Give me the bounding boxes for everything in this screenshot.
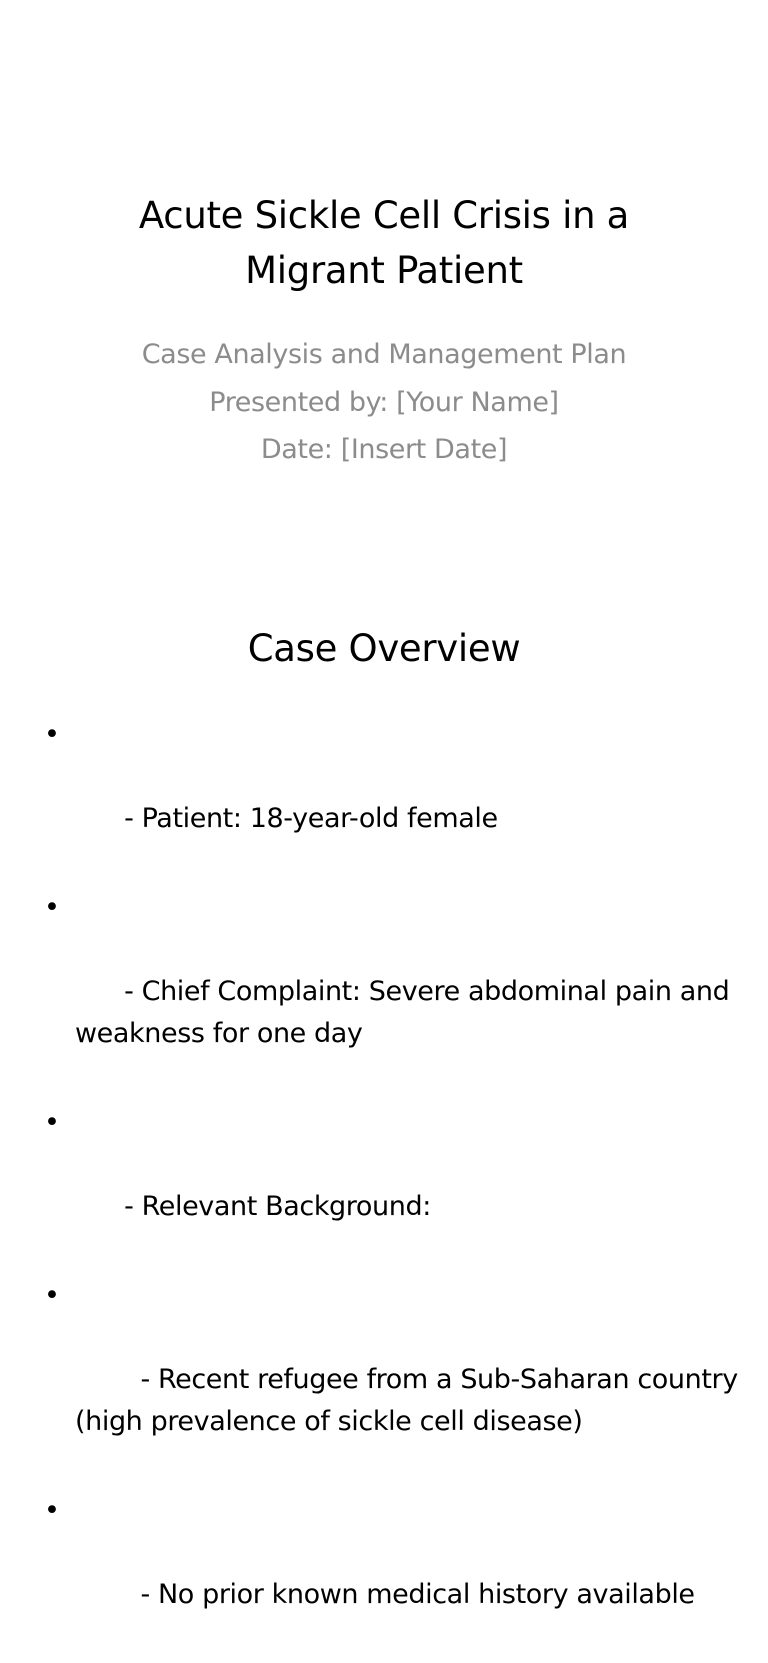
bullet-marker: •	[44, 1495, 60, 1526]
list-item	[0, 714, 740, 882]
bullet-marker: •	[44, 719, 60, 750]
list-item	[0, 1490, 740, 1658]
bullet-text: - Patient: 18-year-old female	[124, 803, 498, 834]
slide-title: Acute Sickle Cell Crisis in a Migrant Patient	[138, 194, 630, 292]
list-item	[0, 887, 740, 1097]
bullet-text: - Relevant Background:	[124, 1191, 431, 1222]
list-item	[0, 1275, 746, 1485]
bullet-text: - Recent refugee from a Sub-Saharan country (high prevalence of sickle cell disease)	[75, 1364, 746, 1437]
case-overview-slide	[0, 576, 768, 1610]
bullet-marker: •	[44, 1107, 60, 1138]
subtitle-line: Presented by: [Your Name]	[209, 386, 559, 418]
bullet-text: - Chief Complaint: Severe abdominal pain and weakness for one day	[75, 976, 738, 1049]
bullet-marker: •	[44, 1280, 60, 1311]
slide-title: Case Overview	[247, 627, 521, 670]
slide-subtitle	[64, 331, 704, 474]
subtitle-line: Case Analysis and Management Plan	[141, 339, 627, 370]
title-slide	[0, 0, 768, 576]
bullet-list	[0, 714, 746, 1663]
list-item	[0, 1102, 740, 1270]
bullet-text: - No prior known medical history available	[124, 1579, 695, 1610]
subtitle-line: Date: [Insert Date]	[260, 434, 508, 465]
bullet-marker: •	[44, 892, 60, 923]
